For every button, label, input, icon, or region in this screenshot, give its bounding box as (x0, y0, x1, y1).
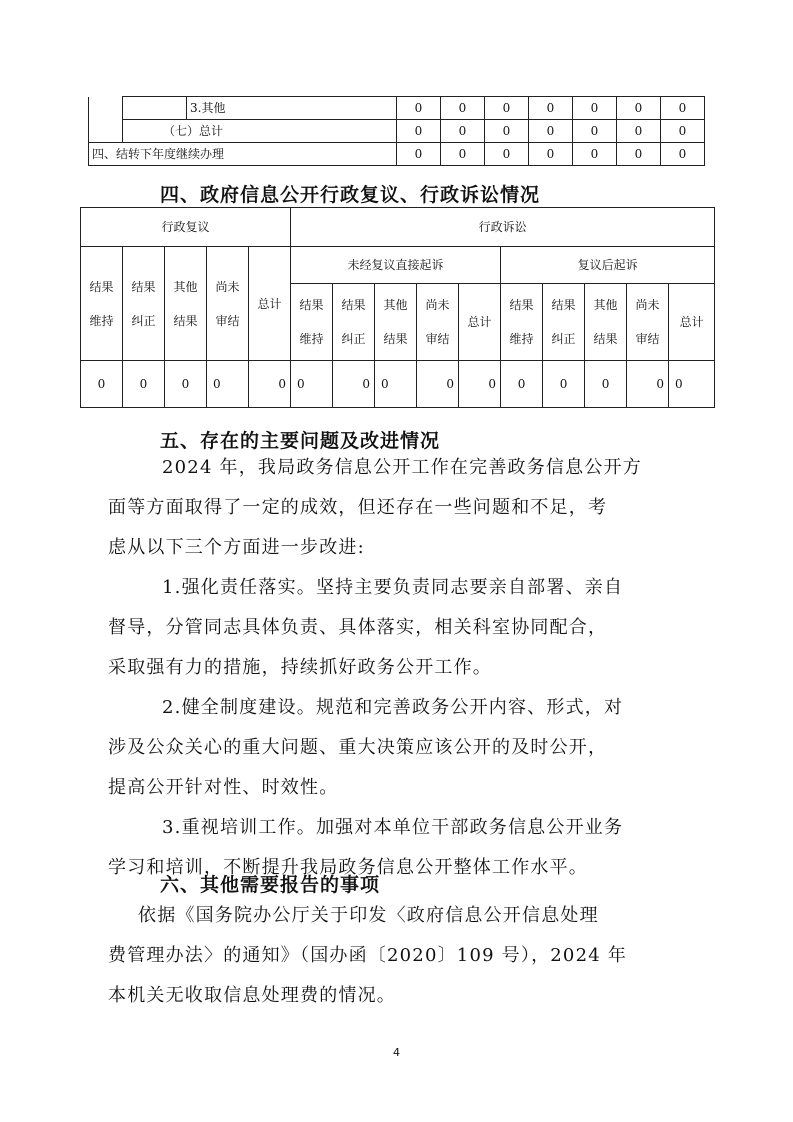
section-heading: 五、存在的主要问题及改进情况 (160, 430, 441, 452)
table-row (81, 208, 715, 247)
value-cell: 0 (573, 143, 617, 166)
value-cell: 0 (501, 361, 543, 408)
text-line: 涉及公众关心的重大问题、重大决策应该公开的及时公开， (108, 737, 608, 758)
text-line: 提高公开针对性、时效性。 (108, 777, 339, 798)
section5-body (108, 448, 682, 888)
value-cell: 0 (485, 120, 529, 143)
text-line: 虑从以下三个方面进一步改进: (108, 537, 365, 558)
table-row (81, 361, 715, 408)
value-cell: 0 (207, 361, 249, 408)
value-cell: 0 (529, 143, 573, 166)
text-line: 1.强化责任落实。坚持主要负责同志要亲自部署、亲自 (162, 577, 624, 598)
column-header: 结果 维持 (501, 284, 543, 361)
blank-cell (123, 97, 187, 120)
text-line: 依据《国务院办公厅关于印发〈政府信息公开信息处理 (138, 905, 599, 926)
column-header: 其他 结果 (585, 284, 627, 361)
value-cell: 0 (81, 361, 123, 408)
value-cell: 0 (485, 143, 529, 166)
table-row (89, 97, 705, 120)
text-line: 督导，分管同志具体负责、具体落实，相关科室协同配合， (108, 617, 608, 638)
table-row (81, 247, 715, 284)
value-cell: 0 (529, 120, 573, 143)
value-cell: 0 (375, 361, 417, 408)
value-cell: 0 (573, 120, 617, 143)
value-cell: 0 (661, 97, 705, 120)
column-header: 总计 (249, 247, 291, 361)
column-header: 总计 (669, 284, 715, 361)
value-cell: 0 (627, 361, 669, 408)
column-header: 结果 维持 (81, 247, 123, 361)
value-cell: 0 (617, 97, 661, 120)
section6-body (108, 896, 682, 1016)
text-line: 3.重视培训工作。加强对本单位干部政务信息公开业务 (162, 817, 624, 838)
section-heading: 四、政府信息公开行政复议、行政诉讼情况 (160, 184, 541, 206)
value-cell: 0 (333, 361, 375, 408)
column-header: 尚未 审结 (207, 247, 249, 361)
after-review-header: 复议后起诉 (501, 247, 715, 284)
value-cell: 0 (669, 361, 715, 408)
table-row (89, 120, 705, 143)
value-cell: 0 (249, 361, 291, 408)
litigation-header: 行政诉讼 (291, 208, 715, 247)
disclosure-summary-table (88, 96, 705, 166)
blank-cell (89, 97, 123, 120)
review-header: 行政复议 (81, 208, 291, 247)
table-row (89, 143, 705, 166)
value-cell: 0 (617, 143, 661, 166)
value-cell: 0 (573, 97, 617, 120)
text-line: 2.健全制度建设。规范和完善政务公开内容、形式，对 (162, 697, 624, 718)
direct-suit-header: 未经复议直接起诉 (291, 247, 501, 284)
value-cell: 0 (441, 143, 485, 166)
column-header: 结果 纠正 (123, 247, 165, 361)
section-heading: 六、其他需要报告的事项 (160, 874, 381, 896)
column-header: 结果 纠正 (333, 284, 375, 361)
blank-cell (89, 120, 123, 143)
value-cell: 0 (165, 361, 207, 408)
value-cell: 0 (291, 361, 333, 408)
value-cell: 0 (459, 361, 501, 408)
text-line: 学习和培训，不断提升我局政务信息公开整体工作水平。 (108, 857, 588, 878)
row-label: 四、结转下年度继续办理 (89, 143, 397, 166)
value-cell: 0 (397, 120, 441, 143)
column-header: 结果 维持 (291, 284, 333, 361)
value-cell: 0 (585, 361, 627, 408)
column-header: 尚未 审结 (627, 284, 669, 361)
review-litigation-table (80, 207, 715, 408)
value-cell: 0 (529, 97, 573, 120)
value-cell: 0 (123, 361, 165, 408)
row-label: 3.其他 (187, 97, 397, 120)
value-cell: 0 (543, 361, 585, 408)
text-line: 面等方面取得了一定的成效，但还存在一些问题和不足，考 (108, 497, 608, 518)
value-cell: 0 (417, 361, 459, 408)
text-line: 采取强有力的措施，持续抓好政务公开工作。 (108, 657, 492, 678)
page-number: 4 (393, 1046, 400, 1059)
value-cell: 0 (617, 120, 661, 143)
value-cell: 0 (441, 97, 485, 120)
column-header: 尚未 审结 (417, 284, 459, 361)
value-cell: 0 (397, 143, 441, 166)
value-cell: 0 (661, 143, 705, 166)
value-cell: 0 (397, 97, 441, 120)
value-cell: 0 (441, 120, 485, 143)
text-line: 2024 年，我局政务信息公开工作在完善政务信息公开方 (162, 457, 642, 478)
column-header: 其他 结果 (375, 284, 417, 361)
column-header: 结果 纠正 (543, 284, 585, 361)
column-header: 总计 (459, 284, 501, 361)
text-line: 费管理办法〉的通知》（国办函〔2020〕109 号），2024 年 (108, 945, 628, 966)
value-cell: 0 (485, 97, 529, 120)
value-cell: 0 (661, 120, 705, 143)
column-header: 其他 结果 (165, 247, 207, 361)
text-line: 本机关无收取信息处理费的情况。 (108, 985, 396, 1006)
row-label: （七）总计 (123, 120, 397, 143)
